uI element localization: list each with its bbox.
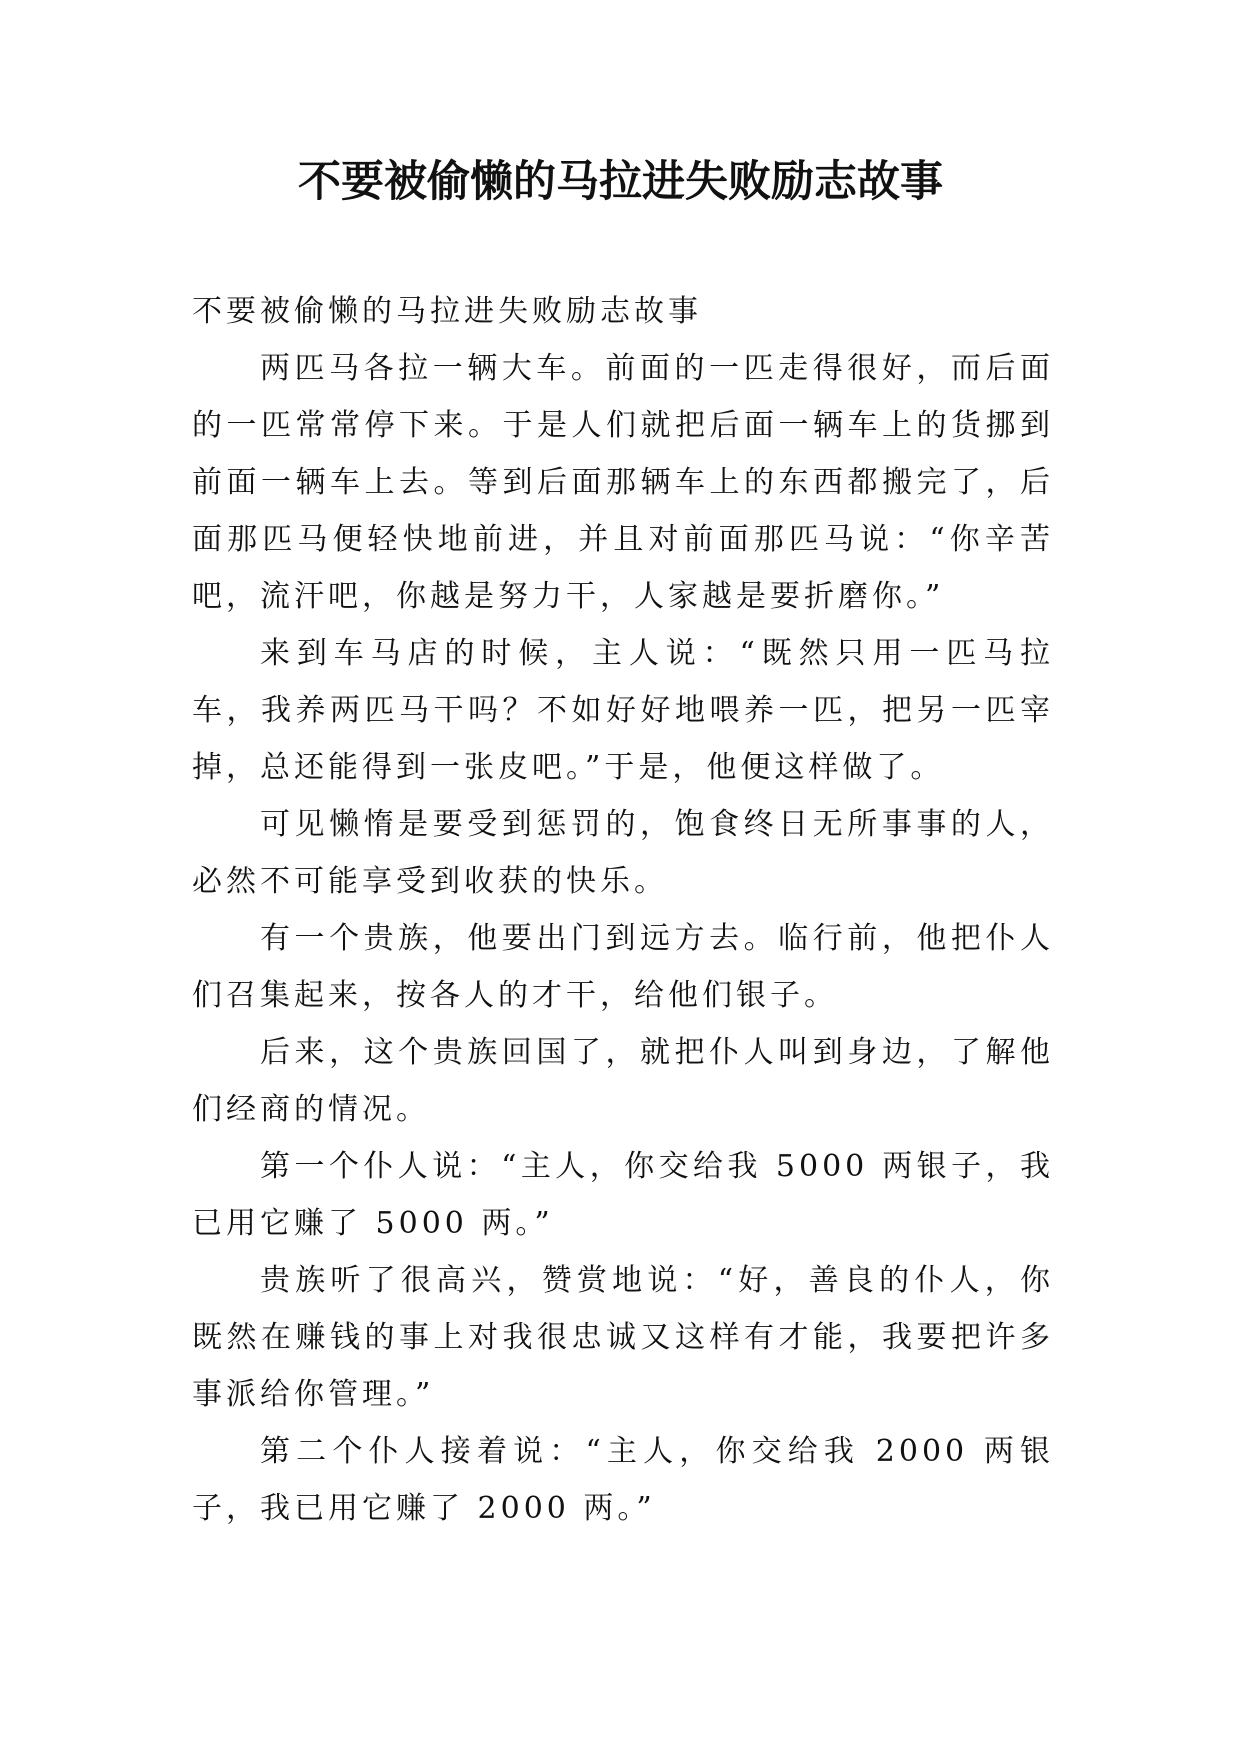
- document-body: [192, 283, 1054, 1537]
- document-subtitle: 不要被偷懒的马拉进失败励志故事: [192, 294, 702, 329]
- paragraph: 第二个仆人接着说：“主人，你交给我 2000 两银子，我已用它赚了 2000 两。”: [192, 1434, 1054, 1526]
- document-title: 不要被偷懒的马拉进失败励志故事: [298, 157, 943, 207]
- paragraph: 来到车马店的时候，主人说：“既然只用一匹马拉车，我养两匹马干吗？不如好好地喂养一匹，把另一匹宰掉，总还能得到一张皮吧。”于是，他便这样做了。: [192, 636, 1054, 785]
- paragraph: 两匹马各拉一辆大车。前面的一匹走得很好，而后面的一匹常常停下来。于是人们就把后面一辆车上的货挪到前面一辆车上去。等到后面那辆车上的东西都搬完了，后面那匹马便轻快地前进，并且对前面那匹马说：“你辛苦吧，流汗吧，你越是努力干，人家越是要折磨你。”: [192, 351, 1054, 614]
- paragraph: 贵族听了很高兴，赞赏地说：“好，善良的仆人，你既然在赚钱的事上对我很忠诚又这样有才能，我要把许多事派给你管理。”: [192, 1263, 1054, 1412]
- paragraph: 后来，这个贵族回国了，就把仆人叫到身边，了解他们经商的情况。: [192, 1035, 1054, 1127]
- paragraph: 第一个仆人说：“主人，你交给我 5000 两银子，我已用它赚了 5000 两。”: [192, 1149, 1054, 1241]
- paragraph: 有一个贵族，他要出门到远方去。临行前，他把仆人们召集起来，按各人的才干，给他们银子。: [192, 921, 1054, 1013]
- paragraph: 可见懒惰是要受到惩罚的，饱食终日无所事事的人，必然不可能享受到收获的快乐。: [192, 807, 1054, 899]
